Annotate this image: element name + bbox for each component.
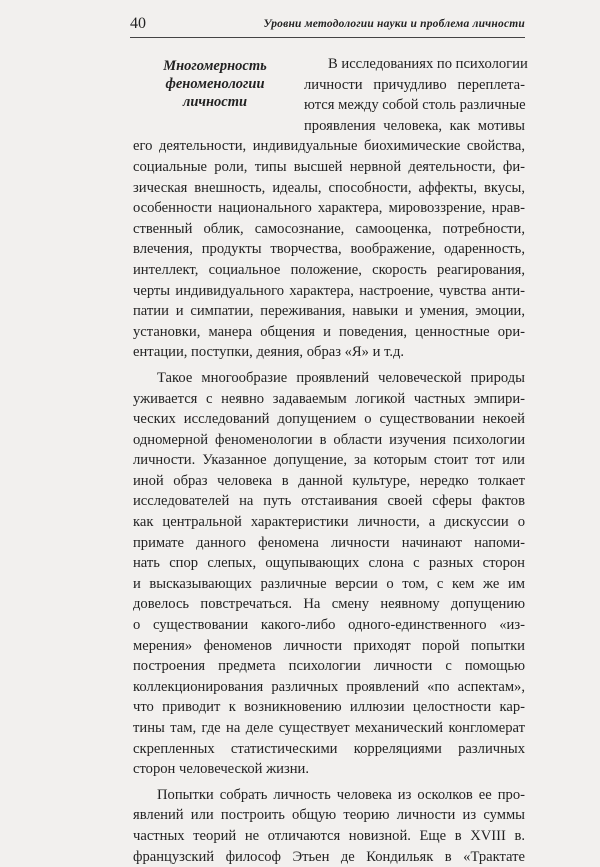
text-line: коллекционирования различных проявлений «по аспектам»,: [133, 678, 525, 695]
text-line: личности. Указанное допущение, за которым стоит тот или: [133, 452, 525, 469]
paragraph: [133, 785, 525, 867]
text-line: особенности национального характера, мировоззрение, нрав-: [133, 200, 525, 217]
text-line: Попытки собрать личность человека из осколков ее про-: [157, 786, 525, 803]
running-title: Уровни методологии науки и проблема личности: [263, 18, 525, 30]
text-line: примате данного феномена личности начинают напоми-: [133, 534, 525, 551]
page-number: 40: [130, 15, 146, 32]
text-line: исследователей на путь отстаивания своей сферы фактов: [133, 493, 525, 510]
text-line: мерения» феноменов личности приходят порой попытки: [133, 637, 525, 654]
text-line: иной образ человека в данной культуре, нередко толкает: [133, 472, 525, 489]
text-line: В исследованиях по психологии: [328, 56, 528, 72]
text-line: социальные роли, типы высшей нервной деятельности, фи-: [133, 158, 525, 175]
text-line: тины там, где на деле существует механический конгломерат: [133, 720, 525, 736]
text-line: ентации, поступки, деяния, образ «Я» и т.д.: [133, 344, 405, 361]
text-line: построения предмета психологии личности с помощью: [133, 658, 525, 675]
text-line: частных теорий не отличаются новизной. Еще в XVIII в.: [133, 827, 525, 844]
section-heading-line: Многомерность: [163, 58, 267, 74]
section-heading-line: личности: [182, 94, 248, 110]
text-line: его деятельности, индивидуальные биохимические свойства,: [133, 138, 525, 155]
text-line: и высказывающих различные версии о том, с кем же им: [133, 575, 525, 592]
body-text: [133, 54, 528, 867]
text-line: ческих исследований допущением о существовании некоей: [133, 411, 525, 428]
text-line: довелось повстречаться. На смену неявному допущению: [133, 596, 525, 613]
text-line: что приводит к возникновению иллюзии целостности кар-: [133, 699, 525, 716]
text-line: нать спор слепых, ощупывающих слона с разных сторон: [133, 555, 525, 572]
text-line: одномерной феноменологии в области изучения психологии: [133, 431, 525, 448]
text-line: как центральной характеристики личности, а дискуссии о: [133, 514, 525, 531]
text-line: личности причудливо переплета-: [304, 76, 525, 93]
text-line: явлений или построить общую теорию личности из суммы: [133, 807, 525, 824]
text-line: о существовании какого-либо одного-единственного «из-: [133, 617, 525, 634]
text-line: французский философ Этьен де Кондильяк в «Трактате: [133, 848, 525, 865]
text-line: проявления человека, как мотивы: [304, 117, 525, 134]
text-line: уживается с неявно задаваемым логикой частных эмпири-: [133, 390, 525, 407]
text-line: черты индивидуального характера, настроение, чувства анти-: [133, 282, 525, 299]
text-line: Такое многообразие проявлений человеческой природы: [157, 369, 525, 386]
page-header: [130, 13, 525, 38]
text-line: сторон человеческой жизни.: [133, 761, 310, 778]
section-heading-line: феноменологии: [165, 76, 265, 92]
text-line: установки, манера общения и поведения, ценностные ори-: [133, 323, 525, 340]
text-line: ются между собой столь различные: [304, 97, 526, 114]
paragraph: [133, 368, 525, 780]
text-line: влечения, продукты творчества, воображение, одаренность,: [133, 241, 525, 258]
text-line: интеллект, социальное положение, скорость реагирования,: [133, 261, 525, 278]
text-line: ственный облик, самосознание, самооценка, потребности,: [133, 220, 525, 237]
text-line: скрепленных статистическими корреляциями различных: [133, 740, 525, 757]
text-line: патии и симпатии, переживания, навыки и умения, эмоции,: [133, 303, 525, 320]
paragraph: [133, 54, 528, 363]
text-line: зическая внешность, идеалы, способности, аффекты, вкусы,: [133, 179, 525, 196]
